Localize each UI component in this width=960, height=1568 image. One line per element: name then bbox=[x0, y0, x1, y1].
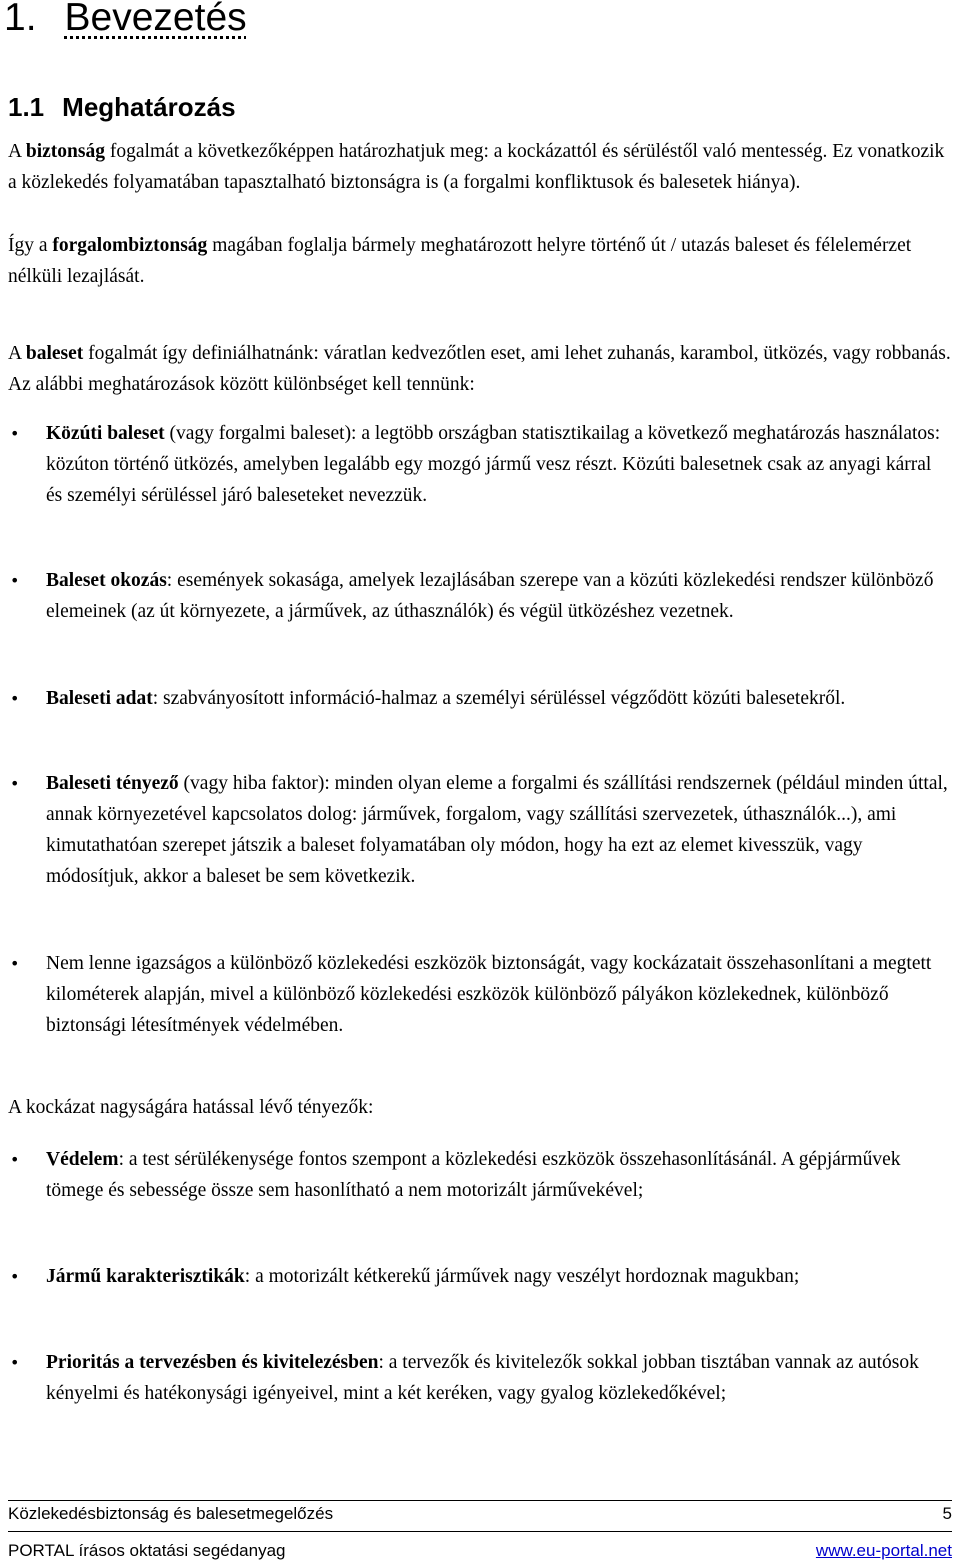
footer-divider bbox=[8, 1531, 952, 1532]
list-item: • Közúti baleset (vagy forgalmi baleset): a legtöbb országban statisztikailag a következő meghatározás használatos: közúton történő ütközés, amelyben legalább egy mozgó jármű vesz részt. Közúti balesetnek csak az anyagi kárral és személyi sérüléssel járó baleseteket nevezzük. bbox=[46, 418, 951, 511]
bullet-icon: • bbox=[10, 1150, 20, 1169]
paragraph-biztonsag: A biztonság fogalmát a következőképpen határozhatjuk meg: a kockázattól és sérüléstől való mentesség. Ez vonatkozik a közlekedés folyamatában tapasztalható biztonságra is (a forgalmi konfliktusok és balesetek hiánya). bbox=[8, 141, 945, 193]
footer-row-1 bbox=[8, 1503, 952, 1525]
bullet-icon: • bbox=[10, 1353, 20, 1372]
footer-subtitle: PORTAL írásos oktatási segédanyag bbox=[8, 1541, 286, 1560]
bullet-icon: • bbox=[10, 689, 20, 708]
chapter-heading bbox=[4, 0, 247, 42]
list-item: • Baleseti adat: szabványosított információ-halmaz a személyi sérüléssel végződött közúti balesetekről. bbox=[46, 683, 951, 714]
page-number: 5 bbox=[942, 1504, 952, 1523]
term-biztonsag: biztonság bbox=[25, 141, 105, 162]
bullet-icon: • bbox=[10, 774, 20, 793]
list-item: • Védelem: a test sérülékenysége fontos szempont a közlekedési eszközök összehasonlításánál. A gépjárművek tömege és sebessége össze sem hasonlítható a nem motorizált járművekével; bbox=[46, 1144, 951, 1206]
footer-row-2 bbox=[8, 1540, 952, 1562]
section-heading bbox=[8, 90, 236, 124]
list-item: • Baleseti tényező (vagy hiba faktor): minden olyan eleme a forgalmi és szállítási rendszernek (például minden úttal, annak környezetével kapcsolatos dolog: járművek, forgalom, vagy szállítási szervezetek, úthasználók...), ami kimutathatóan szerepet játszik a baleset folyamatában oly módon, hogy ha ezt az elemet kivesszük, vagy módosítjuk, akkor a baleset be sem következik. bbox=[46, 768, 951, 892]
bullet-icon: • bbox=[10, 571, 20, 590]
bullet-icon: • bbox=[10, 424, 20, 443]
bullet-icon: • bbox=[10, 1267, 20, 1286]
term-baleset: baleset bbox=[25, 343, 84, 364]
footer-divider bbox=[8, 1500, 952, 1501]
paragraph-forgalombiztonsag: Így a forgalombiztonság magában foglalja bármely meghatározott helyre történő út / utazás baleset és félelemérzet nélküli lezajlását. bbox=[8, 235, 912, 287]
bullet-icon: • bbox=[10, 954, 20, 973]
list-item: • Prioritás a tervezésben és kivitelezésben: a tervezők és kivitelezők sokkal jobban tisztában vannak az autósok kényelmi és hatékonysági igényeivel, mint a két keréken, vagy gyalog közlekedőkével; bbox=[46, 1347, 951, 1409]
footer-title: Közlekedésbiztonság és balesetmegelőzés bbox=[8, 1504, 334, 1523]
list-item: • Baleset okozás: események sokasága, amelyek lezajlásában szerepe van a közúti közlekedési rendszer különböző elemeinek (az út környezete, a járművek, az úthasználók) és végül ütközéshez vezetnek. bbox=[46, 565, 951, 627]
footer-link[interactable]: www.eu-portal.net bbox=[815, 1541, 952, 1560]
list-item: • Jármű karakterisztikák: a motorizált kétkerekű járművek nagy veszélyt hordoznak magukban; bbox=[46, 1261, 951, 1292]
term-forgalombiztonsag: forgalombiztonság bbox=[52, 235, 208, 256]
chapter-number: 1. bbox=[4, 0, 37, 39]
section-title: Meghatározás bbox=[62, 92, 236, 122]
list-item: • Nem lenne igazságos a különböző közlekedési eszközök biztonságát, vagy kockázatait összehasonlítani a megtett kilométerek alapján, mivel a különböző közlekedési eszközök különböző pályákon közlekednek, különböző biztonsági létesítmények védelmében. bbox=[46, 948, 951, 1041]
paragraph-baleset: A baleset fogalmát így definiálhatnánk: váratlan kedvezőtlen eset, ami lehet zuhanás, karambol, ütközés, vagy robbanás. Az alábbi meghatározások között különbséget kell tennünk: bbox=[8, 343, 951, 395]
chapter-title: Bevezetés bbox=[64, 0, 247, 39]
section-number: 1.1 bbox=[8, 92, 45, 122]
paragraph-factors-intro: A kockázat nagyságára hatással lévő tényezők: bbox=[8, 1097, 374, 1118]
